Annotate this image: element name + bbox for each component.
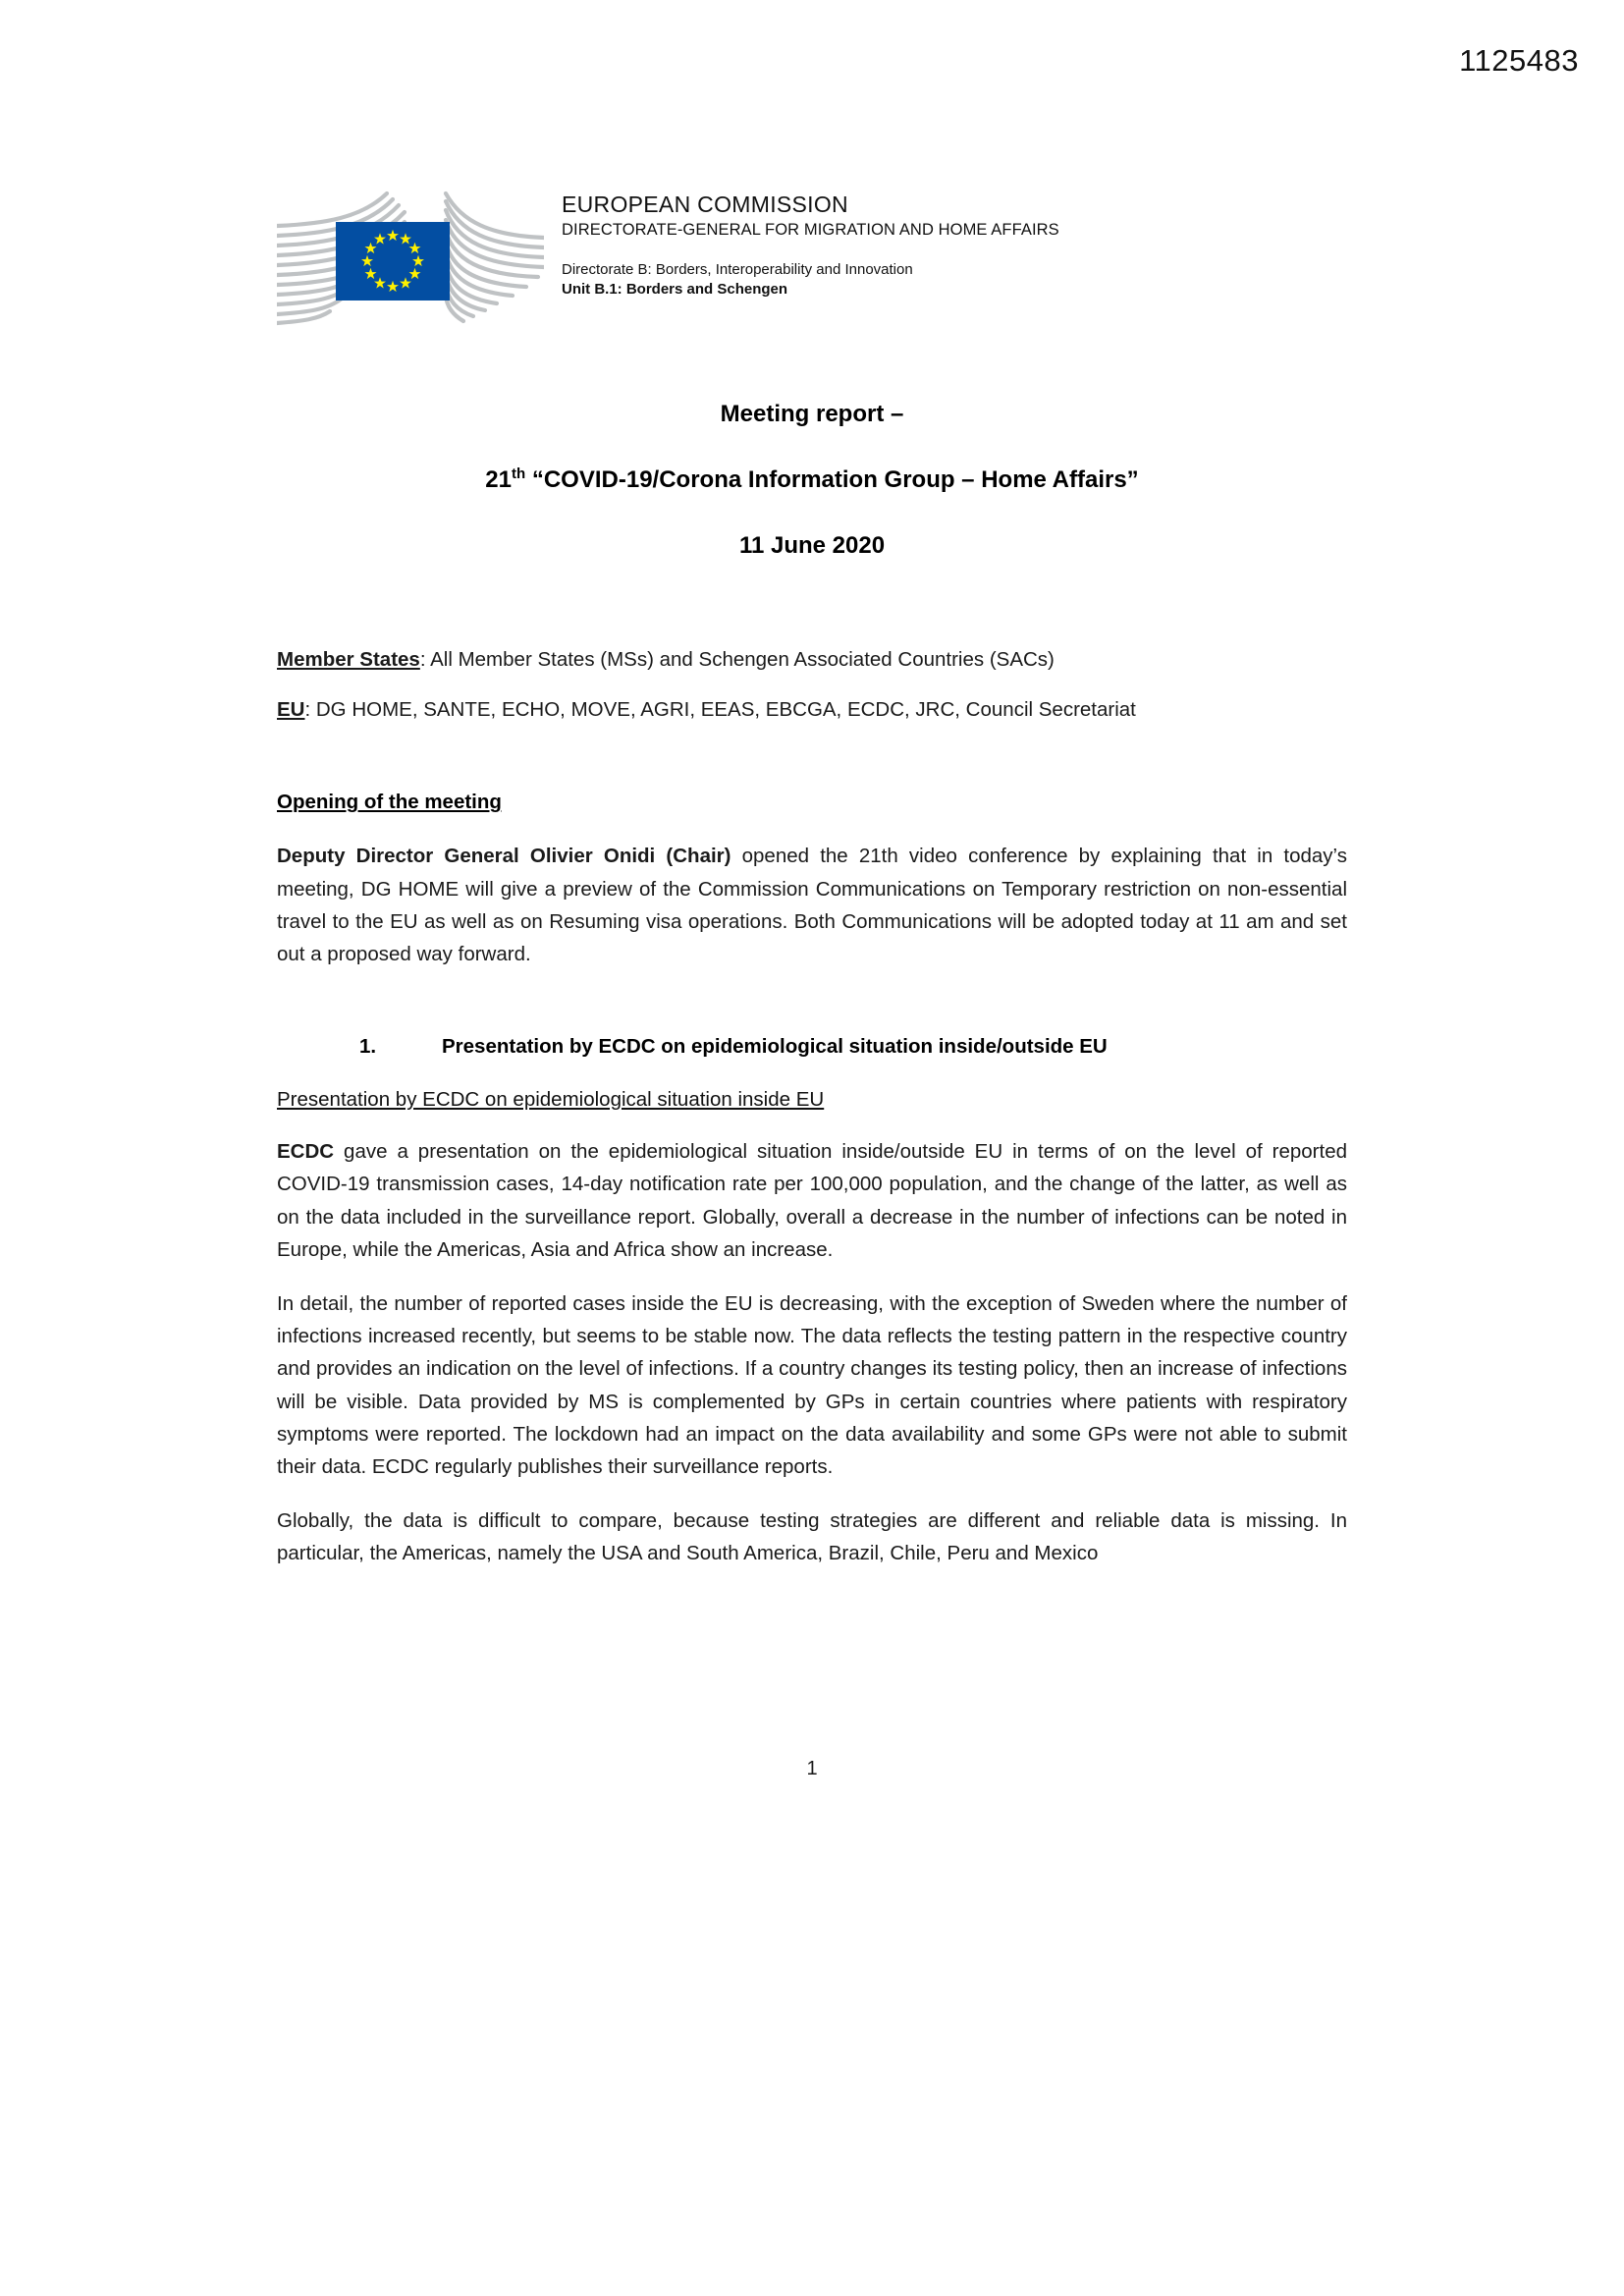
letterhead-text: [562, 191, 1347, 298]
directorate-name: Directorate B: Borders, Interoperability and Innovation: [562, 261, 913, 279]
opening-heading: Opening of the meeting: [277, 791, 502, 814]
spacer: [277, 992, 1347, 1035]
title-line-2: [277, 466, 1347, 495]
section-1-paragraph-3: Globally, the data is difficult to compare, because testing strategies are different and reliable data is missing. In particular, the Americas, namely the USA and South America, Brazil, Chile, Peru and Mexico: [277, 1509, 1347, 1565]
eu-flag-logo-icon: [277, 189, 544, 328]
document-number: 1125483: [1459, 43, 1579, 78]
eu-value: : DG HOME, SANTE, ECHO, MOVE, AGRI, EEAS, EBCGA, ECDC, JRC, Council Secretariat: [304, 698, 1136, 722]
member-states-label: Member States: [277, 648, 420, 671]
opening-paragraph-text: opened the 21th video conference by explaining that in today’s meeting, DG HOME will give a preview of the Commission Communications on Temporary restriction on non-essential travel to the EU as well as on Resuming visa operations. Both Communications will be adopted today at 11 am and set out a proposed way forward.: [277, 845, 1347, 966]
participants-eu: [277, 693, 1347, 726]
document-body: [277, 643, 1347, 1592]
title-meeting-number: 21: [485, 465, 512, 493]
title-line-1: Meeting report –: [720, 401, 904, 427]
letterhead: [277, 189, 1357, 336]
unit-name: Unit B.1: Borders and Schengen: [562, 281, 788, 299]
title-meeting-name: “COVID-19/Corona Information Group – Home Affairs”: [525, 465, 1139, 493]
title-ordinal-suffix: th: [512, 465, 526, 482]
page-number: 1: [806, 1758, 818, 1779]
spacer: [277, 747, 1347, 791]
section-1-paragraph-2: In detail, the number of reported cases inside the EU is decreasing, with the exception of Sweden where the number of infections increased recently, but seems to be stable now. The data reflects the testing pattern in the respective country and provides an indication on the level of infections. If a country changes its testing policy, then an increase of infections will be visible. Data provided by MS is complemented by GPs in certain countries where patients with respiratory symptoms were reported. The lockdown had an impact on the data availability and some GPs were not able to submit their data. ECDC regularly publishes their surveillance reports.: [277, 1292, 1347, 1479]
document-title-block: [277, 401, 1347, 560]
directorate-general-name: DIRECTORATE-GENERAL FOR MIGRATION AND HOME AFFAIRS: [562, 221, 1059, 240]
section-1-paragraph-1-text: gave a presentation on the epidemiological situation inside/outside EU in terms of on the level of reported COVID-19 transmission cases, 14-day notification rate per 100,000 population, and the change of the latter, as well as on the data included in the surveillance report. Globally, overall a decrease in the number of infections can be noted in Europe, while the Americas, Asia and Africa show an increase.: [277, 1140, 1347, 1261]
section-1-subheading: Presentation by ECDC on epidemiological situation inside EU: [277, 1088, 825, 1112]
section-1-heading: [277, 1035, 1347, 1059]
participants-member-states: [277, 643, 1347, 676]
opening-paragraph-lead: Deputy Director General Olivier Onidi (Chair): [277, 845, 731, 868]
section-1-title: Presentation by ECDC on epidemiological situation inside/outside EU: [442, 1035, 1108, 1059]
title-date: 11 June 2020: [738, 531, 886, 559]
eu-label: EU: [277, 698, 305, 722]
section-1-number: 1.: [359, 1035, 377, 1059]
organisation-name: EUROPEAN COMMISSION: [562, 191, 848, 217]
opening-paragraph: [277, 840, 1347, 970]
member-states-value: : All Member States (MSs) and Schengen Associated Countries (SACs): [419, 648, 1055, 671]
section-1-paragraph-1-lead: ECDC: [277, 1140, 335, 1164]
section-1-paragraph-1: [277, 1135, 1347, 1266]
